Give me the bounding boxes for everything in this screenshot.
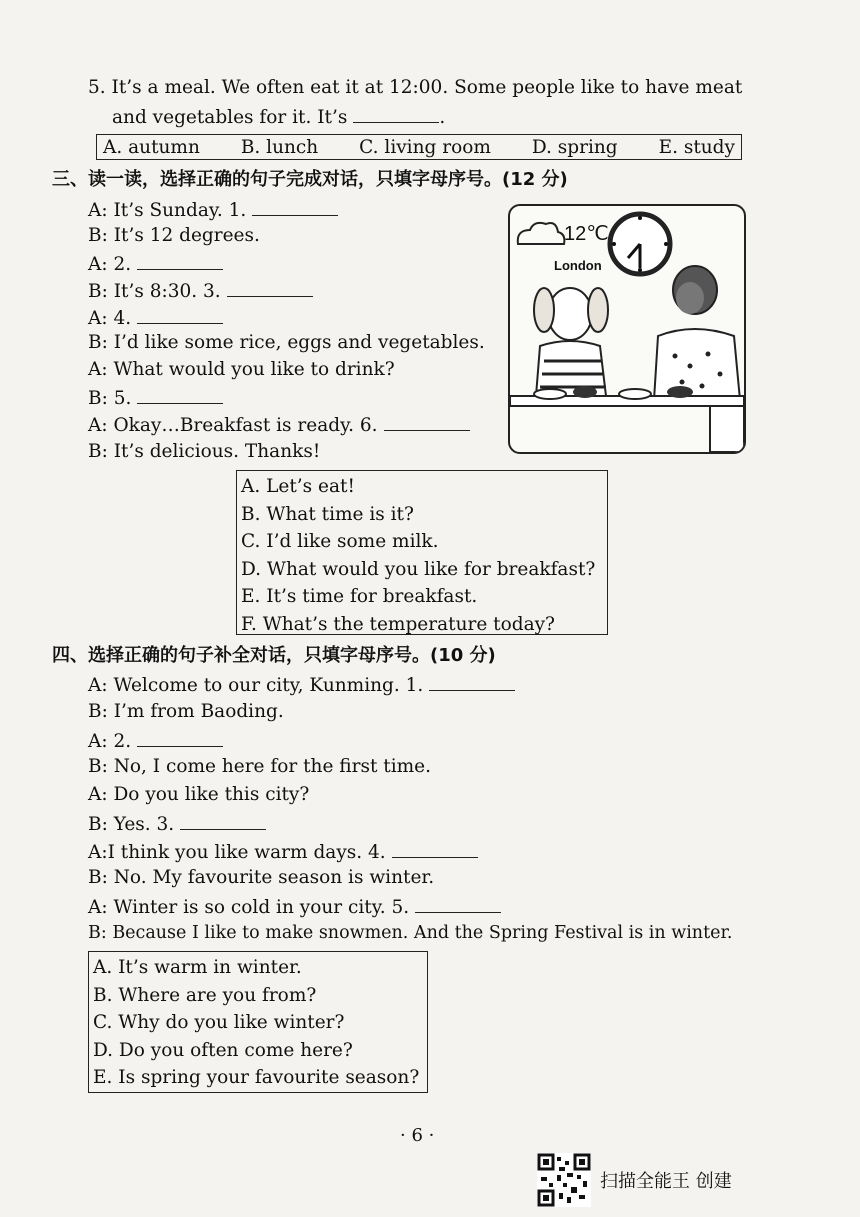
dialogue-line: B: I’m from Baoding. [88,701,284,722]
dialogue-line: B: 5. [88,385,223,411]
answer-blank[interactable] [392,839,478,858]
dialogue-line: B: Yes. 3. [88,811,266,837]
dialogue-line: A: What would you like to drink? [88,359,395,380]
dialogue-line: B: It’s 8:30. 3. [88,278,313,304]
girl-figure [534,288,608,396]
q5-period: . [439,107,446,128]
dialogue-line: B: I’d like some rice, eggs and vegetables. [88,332,485,353]
answer-blank[interactable] [415,894,501,913]
option-d: D. Do you often come here? [93,1039,353,1061]
answer-blank[interactable] [429,672,515,691]
dialogue-line: A: Do you like this city? [88,784,310,805]
answer-blank[interactable] [252,197,338,216]
option-e: E. Is spring your favourite season? [93,1067,420,1088]
option-a: A. It’s warm in winter. [93,957,302,978]
option-f: F. What’s the temperature today? [241,613,555,635]
temperature-label: 12℃ [564,223,609,245]
dialogue-line: A: Okay…Breakfast is ready. 6. [88,412,470,438]
option-b: B. What time is it? [241,503,414,525]
qr-code-icon [537,1153,591,1207]
answer-blank[interactable] [137,728,223,747]
section4-heading: 四、选择正确的句子补全对话，只填字母序号。(10 分) [52,645,496,666]
dialogue-line: A:I think you like warm days. 4. [88,839,478,865]
q5-line1: 5. It’s a meal. We often eat it at 12:00. Some people like to have meat [88,77,743,98]
dialogue-line: B: It’s delicious. Thanks! [88,441,321,462]
dialogue-line: A: 4. [88,305,223,331]
answer-blank[interactable] [137,251,223,270]
city-label: London [554,258,602,273]
option-a: A. Let’s eat! [241,476,355,497]
page-number: · 6 · [400,1125,435,1146]
q5-option-d: D. spring [531,136,618,158]
illustration-drawing [510,206,744,452]
option-c: C. Why do you like winter? [93,1012,345,1033]
option-e: E. It’s time for breakfast. [241,586,478,607]
answer-blank[interactable] [353,104,439,123]
dialogue-line: A: 2. [88,251,223,277]
q5-option-b: B. lunch [240,136,319,158]
answer-blank[interactable] [137,385,223,404]
dialogue-line: B: No, I come here for the first time. [88,756,431,777]
answer-blank[interactable] [227,278,313,297]
q5-option-e: E. study [658,136,735,158]
q5-option-a: A. autumn [103,136,200,158]
clock-icon [610,214,670,274]
dialogue-line: A: It’s Sunday. 1. [88,197,338,223]
option-b: B. Where are you from? [93,984,317,1006]
dialogue-line: B: It’s 12 degrees. [88,225,260,246]
section3-options-box [236,470,608,635]
section4-options-box [88,951,428,1093]
woman-figure [654,266,740,400]
dialogue-line: B: No. My favourite season is winter. [88,867,435,888]
q5-line2-text: and vegetables for it. It’s [112,107,348,128]
breakfast-illustration [508,204,746,454]
q5-option-c: C. living room [359,136,491,158]
dialogue-line: B: Because I like to make snowmen. And the Spring Festival is in winter. [88,923,733,943]
answer-blank[interactable] [180,811,266,830]
scanner-watermark: 扫描全能王 创建 [600,1171,732,1192]
q5-options-box [96,134,742,160]
cloud-icon [518,223,565,244]
answer-blank[interactable] [137,305,223,324]
section3-heading: 三、读一读，选择正确的句子完成对话，只填字母序号。(12 分) [52,169,568,190]
dialogue-line: A: 2. [88,728,223,754]
option-c: C. I’d like some milk. [241,531,439,552]
q5-line2 [112,104,445,130]
answer-blank[interactable] [384,412,470,431]
option-d: D. What would you like for breakfast? [241,558,596,580]
table-with-food [510,386,744,452]
dialogue-line: A: Welcome to our city, Kunming. 1. [88,672,515,698]
dialogue-line: A: Winter is so cold in your city. 5. [88,894,501,920]
